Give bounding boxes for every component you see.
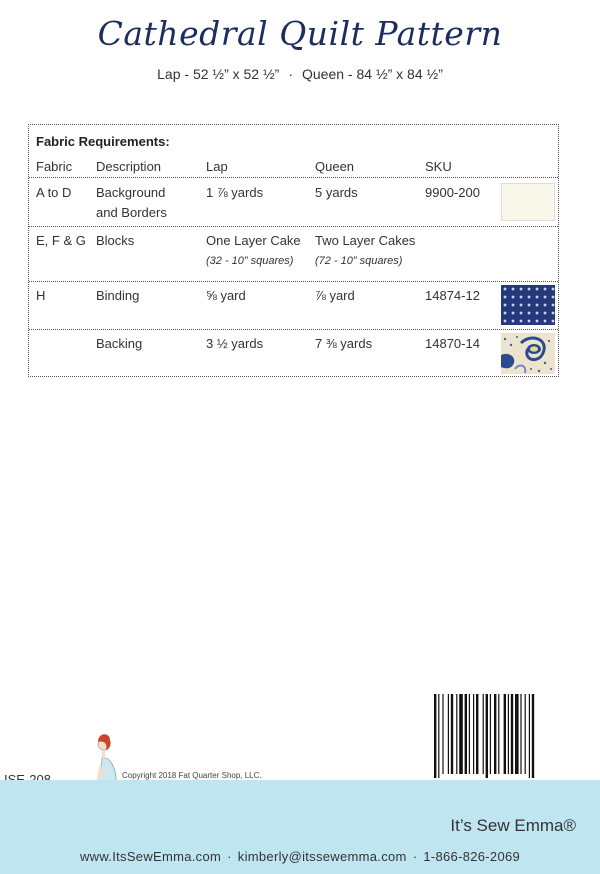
cell-description xyxy=(96,183,167,223)
table-row xyxy=(29,281,558,329)
table-row xyxy=(29,329,558,376)
cell-fabric: E, F & G xyxy=(36,233,86,248)
barcode-bar xyxy=(456,694,457,774)
barcode-bar xyxy=(525,694,526,774)
barcode-bar xyxy=(486,694,488,778)
cell-sku: 9900-200 xyxy=(425,185,480,200)
barcode-bar xyxy=(511,694,513,774)
col-header-description: Description xyxy=(96,159,162,174)
col-header-lap: Lap xyxy=(206,159,228,174)
email-link[interactable]: kimberly@itssewemma.com xyxy=(237,849,407,864)
description-line-2: and Borders xyxy=(96,205,167,220)
contact-separator: · xyxy=(412,849,418,864)
cell-lap: 1 ⅞ yards xyxy=(206,185,264,200)
cell-description: Blocks xyxy=(96,233,135,248)
barcode-bar xyxy=(465,694,467,774)
quilt-sizes xyxy=(0,66,600,82)
contact-separator: · xyxy=(227,849,232,864)
barcode-bar xyxy=(504,694,506,774)
fabric-requirements-table xyxy=(28,124,559,377)
barcode-bar xyxy=(434,694,436,778)
website-link[interactable]: www.ItsSewEmma.com xyxy=(79,849,222,864)
pattern-title: Cathedral Quilt Pattern xyxy=(97,14,503,53)
cell-description: Binding xyxy=(96,288,140,303)
col-header-fabric: Fabric xyxy=(36,159,73,174)
paisley-pattern-icon xyxy=(501,333,555,374)
barcode-bar xyxy=(515,694,519,774)
table-row xyxy=(29,226,558,281)
queen-note: (72 - 10” squares) xyxy=(315,255,403,267)
barcode-bar xyxy=(483,694,484,774)
size-queen: Queen - 84 ½” x 84 ½” xyxy=(302,66,443,82)
barcode-bar xyxy=(451,694,453,774)
size-separator: · xyxy=(288,66,293,82)
barcode-bar xyxy=(508,694,509,774)
cell-sku: 14874-12 xyxy=(425,288,480,303)
copyright-line-1: Copyright 2018 Fat Quarter Shop, LLC. xyxy=(122,771,262,780)
barcode-bar xyxy=(494,694,496,774)
description-line-1: Background xyxy=(96,185,166,200)
cell-lap: 3 ½ yards xyxy=(206,336,264,351)
barcode-bar xyxy=(529,694,530,778)
barcode-bar xyxy=(490,694,491,774)
requirements-heading: Fabric Requirements: xyxy=(36,134,170,149)
cell-queen: 7 ⅜ yards xyxy=(315,336,373,351)
lap-value: One Layer Cake xyxy=(206,233,301,248)
cell-queen: 5 yards xyxy=(315,185,358,200)
barcode-bar xyxy=(473,694,474,774)
table-row xyxy=(29,177,558,226)
lap-note: (32 - 10” squares) xyxy=(206,255,294,267)
cell-queen xyxy=(315,231,415,271)
col-header-sku: SKU xyxy=(425,159,452,174)
fabric-swatch-navy xyxy=(501,285,555,325)
cell-fabric: H xyxy=(36,288,46,303)
cell-lap xyxy=(206,231,301,271)
cell-sku: 14870-14 xyxy=(425,336,480,351)
cell-fabric: A to D xyxy=(36,185,72,200)
barcode-bar xyxy=(469,694,470,774)
barcode-bar xyxy=(459,694,463,774)
barcode-bar xyxy=(438,694,439,778)
fabric-swatch-cream xyxy=(501,183,555,221)
fabric-swatch-paisley xyxy=(501,333,555,374)
barcode-bar xyxy=(520,694,521,774)
barcode-bar xyxy=(532,694,534,778)
queen-value: Two Layer Cakes xyxy=(315,233,416,248)
barcode xyxy=(430,694,580,778)
barcode-bar xyxy=(498,694,499,774)
phone-number: 1-866-826-2069 xyxy=(423,849,521,864)
brand-name: It’s Sew Emma® xyxy=(450,816,576,835)
barcode-bar xyxy=(442,694,443,774)
col-header-queen: Queen xyxy=(315,159,355,174)
barcode-bar xyxy=(448,694,449,774)
size-lap: Lap - 52 ½” x 52 ½” xyxy=(157,66,280,82)
barcode-bar xyxy=(476,694,478,774)
cell-queen: ⅞ yard xyxy=(315,288,355,303)
cell-lap: ⅝ yard xyxy=(206,288,246,303)
contact-line xyxy=(0,849,600,864)
cell-description: Backing xyxy=(96,336,143,351)
